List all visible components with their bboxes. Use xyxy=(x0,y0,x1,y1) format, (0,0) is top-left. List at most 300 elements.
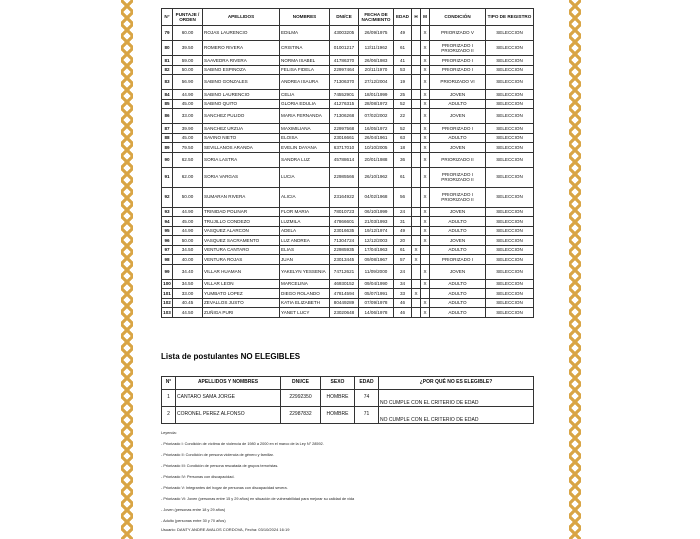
table-row xyxy=(162,26,534,41)
dni: 22997568 xyxy=(330,124,359,134)
table-row xyxy=(162,56,534,66)
surname: SANCHEZ URZUA xyxy=(203,124,280,134)
birth-date: 26/09/1975 xyxy=(359,26,394,41)
registration-type: SELECCION xyxy=(486,65,534,75)
registration-type: SELECCION xyxy=(486,245,534,255)
registration-type: SELECCION xyxy=(486,75,534,90)
user-footer: Usuario: DANTY ANDRE AVALOS CORDOVA, Fecha: 03/10/2024 16:19 xyxy=(161,527,290,532)
given-names: CELIA xyxy=(280,90,330,100)
surname: SABINO ESPINOZA xyxy=(203,65,280,75)
row-number: 98 xyxy=(162,255,173,265)
column-header: EDAD xyxy=(394,9,412,26)
registration-type: SELECCION xyxy=(486,264,534,279)
dni: 45788614 xyxy=(330,152,359,167)
female-mark: X xyxy=(421,26,430,41)
given-names: DIEGO ROLANDO xyxy=(280,289,330,299)
birth-date: 26/04/1961 xyxy=(359,133,394,143)
given-names: NORMA ISABEL xyxy=(280,56,330,66)
score: 62.50 xyxy=(173,152,203,167)
column-header: SEXO xyxy=(321,377,355,390)
legend-item: - Joven (personas entre 18 y 29 años) xyxy=(161,508,226,512)
given-names: ANDREA ISAURA xyxy=(280,75,330,90)
table-row xyxy=(162,90,534,100)
condition: JOVEN xyxy=(430,90,486,100)
birth-date: 19/12/1974 xyxy=(359,226,394,236)
table-row xyxy=(162,109,534,124)
dni: 41786370 xyxy=(330,56,359,66)
male-mark xyxy=(412,152,421,167)
dni: 23020648 xyxy=(330,308,359,318)
table-row xyxy=(162,255,534,265)
condition: JOVEN xyxy=(430,143,486,153)
registration-type: SELECCION xyxy=(486,143,534,153)
row-number: 83 xyxy=(162,75,173,90)
birth-date: 09/04/1990 xyxy=(359,279,394,289)
female-mark: X xyxy=(421,109,430,124)
score: 39.50 xyxy=(173,41,203,56)
female-mark: X xyxy=(421,75,430,90)
birth-date: 21/03/1993 xyxy=(359,217,394,227)
registration-type: SELECCION xyxy=(486,308,534,318)
legend-item: - Priorizado VI: Joven (personas entre 15 y 29 años) en situación de vulnerabilidad para mejorar su calidad de vida xyxy=(161,497,355,501)
dni: 63717010 xyxy=(330,143,359,153)
score: 45.00 xyxy=(173,133,203,143)
condition: ADULTO xyxy=(430,133,486,143)
condition: ADULTO xyxy=(430,99,486,109)
registration-type: SELECCION xyxy=(486,187,534,207)
given-names: MARIA FERNANDA xyxy=(280,109,330,124)
female-mark: X xyxy=(421,226,430,236)
male-mark xyxy=(412,109,421,124)
age: 49 xyxy=(394,226,412,236)
birth-date: 18/01/1999 xyxy=(359,90,394,100)
age: 19 xyxy=(394,75,412,90)
dni: 80449289 xyxy=(330,298,359,308)
registration-type: SELECCION xyxy=(486,90,534,100)
male-mark xyxy=(412,167,421,187)
score: 34.40 xyxy=(173,264,203,279)
score: 50.00 xyxy=(173,65,203,75)
female-mark: X xyxy=(421,41,430,56)
surname: YUMBATO LOPEZ xyxy=(203,289,280,299)
score: 62.00 xyxy=(173,167,203,187)
dni: 22985566 xyxy=(330,167,359,187)
dni: 46930152 xyxy=(330,279,359,289)
beneficiaries-table xyxy=(161,8,534,318)
male-mark xyxy=(412,143,421,153)
surname: TRUJILLO CONDEZO xyxy=(203,217,280,227)
column-header: APELLIDOS Y NOMBRES xyxy=(176,377,281,390)
registration-type: SELECCION xyxy=(486,133,534,143)
surname: SORIA LASTRA xyxy=(203,152,280,167)
surname: VASQUEZ ALARCON xyxy=(203,226,280,236)
dni: 22997464 xyxy=(330,65,359,75)
female-mark: X xyxy=(421,143,430,153)
row-number: 89 xyxy=(162,143,173,153)
female-mark: X xyxy=(421,308,430,318)
column-header: DNI/CE xyxy=(281,377,321,390)
female-mark: X xyxy=(421,236,430,246)
registration-type: SELECCION xyxy=(486,41,534,56)
condition: ADULTO xyxy=(430,308,486,318)
female-mark: X xyxy=(421,152,430,167)
age: 33 xyxy=(394,289,412,299)
legend-item: - Priorizado II: Condición de persona violencia de género y familiar. xyxy=(161,453,274,457)
table-row xyxy=(162,264,534,279)
age: 63 xyxy=(394,133,412,143)
table-header-row xyxy=(162,377,534,390)
birth-date: 12/11/1962 xyxy=(359,41,394,56)
condition: JOVEN xyxy=(430,207,486,217)
female-mark: X xyxy=(421,298,430,308)
surname: SUMARAN RIVERA xyxy=(203,187,280,207)
row-number: 99 xyxy=(162,264,173,279)
birth-date: 27/12/2004 xyxy=(359,75,394,90)
given-names: LUCIA xyxy=(280,167,330,187)
condition: ADULTO xyxy=(430,279,486,289)
dni: 22987832 xyxy=(281,407,321,424)
score: 44.90 xyxy=(173,226,203,236)
score: 59.00 xyxy=(173,56,203,66)
table-row xyxy=(162,124,534,134)
row-number: 80 xyxy=(162,41,173,56)
row-number: 79 xyxy=(162,26,173,41)
given-names: LUZMILA xyxy=(280,217,330,227)
score: 44.50 xyxy=(173,308,203,318)
score: 34.50 xyxy=(173,279,203,289)
surname: VENTURA CANTARO xyxy=(203,245,280,255)
age: 53 xyxy=(394,65,412,75)
table-row xyxy=(162,187,534,207)
given-names: MAXIMILIANA xyxy=(280,124,330,134)
male-mark xyxy=(412,207,421,217)
row-number: 92 xyxy=(162,187,173,207)
surname: ROMERO RIVERA xyxy=(203,41,280,56)
condition: PRIORIZADO I xyxy=(430,56,486,66)
row-number: 101 xyxy=(162,289,173,299)
sex: HOMBRE xyxy=(321,390,355,407)
registration-type: SELECCION xyxy=(486,26,534,41)
age: 24 xyxy=(394,207,412,217)
dni: 41276315 xyxy=(330,99,359,109)
male-mark xyxy=(412,56,421,66)
surname: TRINIDAD POLINAR xyxy=(203,207,280,217)
given-names: MARCELINA xyxy=(280,279,330,289)
registration-type: SELECCION xyxy=(486,152,534,167)
given-names: CRISTINA xyxy=(280,41,330,56)
condition: PRIORIZADO V xyxy=(430,26,486,41)
decorative-border-right xyxy=(567,0,583,539)
male-mark xyxy=(412,41,421,56)
score: 33.00 xyxy=(173,109,203,124)
surname: ZUÑIGA PURI xyxy=(203,308,280,318)
score: 79.50 xyxy=(173,143,203,153)
row-number: 85 xyxy=(162,99,173,109)
table-row xyxy=(162,279,534,289)
condition: PRIORIZADO I xyxy=(430,124,486,134)
row-number: 96 xyxy=(162,236,173,246)
dni: 23016635 xyxy=(330,226,359,236)
given-names: GLORIA EDULIA xyxy=(280,99,330,109)
age: 41 xyxy=(394,56,412,66)
male-mark xyxy=(412,279,421,289)
age: 49 xyxy=(394,26,412,41)
age: 25 xyxy=(394,90,412,100)
registration-type: SELECCION xyxy=(486,298,534,308)
female-mark: X xyxy=(421,279,430,289)
table-row xyxy=(162,236,534,246)
age: 74 xyxy=(355,390,379,407)
section-title: Lista de postulantes NO ELEGIBLES xyxy=(161,352,301,361)
surname: SAAVEDRA RIVERA xyxy=(203,56,280,66)
given-names: FELISA FIDELA xyxy=(280,65,330,75)
birth-date: 10/10/2005 xyxy=(359,143,394,153)
male-mark xyxy=(412,217,421,227)
surname: SANCHEZ PULIDO xyxy=(203,109,280,124)
condition: ADULTO xyxy=(430,298,486,308)
surname: SAVINO NIETO xyxy=(203,133,280,143)
dni: 74712621 xyxy=(330,264,359,279)
female-mark: X xyxy=(421,207,430,217)
surname: SEVILLANOS ARANDA xyxy=(203,143,280,153)
column-header: TIPO DE REGISTRO xyxy=(486,9,534,26)
row-number: 93 xyxy=(162,207,173,217)
row-number: 81 xyxy=(162,56,173,66)
condition: JOVEN xyxy=(430,109,486,124)
dni: 71306268 xyxy=(330,109,359,124)
birth-date: 17/04/1963 xyxy=(359,245,394,255)
male-mark xyxy=(412,187,421,207)
condition: PRIORIZADO I xyxy=(430,255,486,265)
registration-type: SELECCION xyxy=(486,217,534,227)
column-header: FECHA DE NACIMIENTO xyxy=(359,9,394,26)
dni: 71304724 xyxy=(330,236,359,246)
row-number: 95 xyxy=(162,226,173,236)
dni: 22985935 xyxy=(330,245,359,255)
female-mark xyxy=(421,255,430,265)
dni: 71306370 xyxy=(330,75,359,90)
column-header: N° xyxy=(162,377,176,390)
age: 52 xyxy=(394,124,412,134)
score: 60.00 xyxy=(173,26,203,41)
given-names: LUZ ANDREA xyxy=(280,236,330,246)
condition: JOVEN xyxy=(430,236,486,246)
legend-title: Leyenda: xyxy=(161,431,177,435)
full-name: CORONEL PEREZ ALFONSO xyxy=(176,407,281,424)
registration-type: SELECCION xyxy=(486,167,534,187)
surname: ZEVALLOS JUSTO xyxy=(203,298,280,308)
condition: ADULTO xyxy=(430,217,486,227)
registration-type: SELECCION xyxy=(486,236,534,246)
birth-date: 14/06/1978 xyxy=(359,308,394,318)
registration-type: SELECCION xyxy=(486,289,534,299)
surname: VASQUEZ SACRAMENTO xyxy=(203,236,280,246)
score: 50.00 xyxy=(173,187,203,207)
condition: JOVEN xyxy=(430,264,486,279)
given-names: YAKELYN YESSENIA xyxy=(280,264,330,279)
dni: 23013445 xyxy=(330,255,359,265)
birth-date: 06/10/1999 xyxy=(359,207,394,217)
condition: PRIORIZADO I xyxy=(430,65,486,75)
female-mark: X xyxy=(421,167,430,187)
score: 50.00 xyxy=(173,236,203,246)
given-names: EDILMA xyxy=(280,26,330,41)
surname: VILLAR HUAMAN xyxy=(203,264,280,279)
reason: NO CUMPLE CON EL CRITERIO DE EDAD xyxy=(379,407,534,424)
legend-item: - Priorizado I: Condición de víctima de violencia de 1980 a 2000 en el marco de la Ley N° 28592. xyxy=(161,442,324,446)
condition: ADULTO xyxy=(430,245,486,255)
table-row xyxy=(162,217,534,227)
given-names: EVELIN DAYANA xyxy=(280,143,330,153)
age: 36 xyxy=(394,152,412,167)
document-page xyxy=(158,0,548,539)
male-mark xyxy=(412,124,421,134)
score: 40.00 xyxy=(173,255,203,265)
registration-type: SELECCION xyxy=(486,124,534,134)
condition: PRIORIZADO II xyxy=(430,152,486,167)
registration-type: SELECCION xyxy=(486,56,534,66)
score: 44.90 xyxy=(173,90,203,100)
male-mark xyxy=(412,133,421,143)
given-names: SANDRA LUZ xyxy=(280,152,330,167)
birth-date: 04/02/1968 xyxy=(359,187,394,207)
given-names: JUAN xyxy=(280,255,330,265)
score: 45.00 xyxy=(173,99,203,109)
female-mark xyxy=(421,245,430,255)
given-names: FLOR MARIA xyxy=(280,207,330,217)
column-header: EDAD xyxy=(355,377,379,390)
birth-date: 26/10/1962 xyxy=(359,167,394,187)
column-header: CONDICIÓN xyxy=(430,9,486,26)
male-mark xyxy=(412,65,421,75)
surname: SABINO LAURENCIO xyxy=(203,90,280,100)
birth-date: 26/06/1983 xyxy=(359,56,394,66)
female-mark: X xyxy=(421,90,430,100)
surname: SABINO QUITO xyxy=(203,99,280,109)
score: 56.90 xyxy=(173,75,203,90)
condition: PRIORIZADO VI xyxy=(430,75,486,90)
female-mark: X xyxy=(421,133,430,143)
row-number: 97 xyxy=(162,245,173,255)
surname: VENTURA ROJAS xyxy=(203,255,280,265)
age: 20 xyxy=(394,236,412,246)
table-row xyxy=(162,152,534,167)
birth-date: 20/01/1988 xyxy=(359,152,394,167)
male-mark: X xyxy=(412,245,421,255)
legend xyxy=(161,428,354,527)
birth-date: 11/09/2000 xyxy=(359,264,394,279)
row-number: 91 xyxy=(162,167,173,187)
birth-date: 09/08/1967 xyxy=(359,255,394,265)
male-mark xyxy=(412,75,421,90)
column-header: ¿POR QUÉ NO ES ELEGIBLE? xyxy=(379,377,534,390)
dni: 43003205 xyxy=(330,26,359,41)
female-mark: X xyxy=(421,56,430,66)
male-mark xyxy=(412,99,421,109)
table-row xyxy=(162,308,534,318)
given-names: KATIA ELIZABETH xyxy=(280,298,330,308)
table-row xyxy=(162,298,534,308)
surname: SABINO GONZALES xyxy=(203,75,280,90)
registration-type: SELECCION xyxy=(486,109,534,124)
column-header: NOMBRES xyxy=(280,9,330,26)
dni: 23164922 xyxy=(330,187,359,207)
dni: 78010723 xyxy=(330,207,359,217)
column-header: N° xyxy=(162,9,173,26)
male-mark xyxy=(412,308,421,318)
birth-date: 28/08/1972 xyxy=(359,99,394,109)
birth-date: 07/02/2002 xyxy=(359,109,394,124)
age: 31 xyxy=(394,217,412,227)
row-number: 82 xyxy=(162,65,173,75)
score: 39.90 xyxy=(173,124,203,134)
given-names: ELOISA xyxy=(280,133,330,143)
male-mark xyxy=(412,226,421,236)
birth-date: 20/11/1970 xyxy=(359,65,394,75)
row-number: 100 xyxy=(162,279,173,289)
table-header-row xyxy=(162,9,534,26)
table-row xyxy=(162,245,534,255)
table-row xyxy=(162,289,534,299)
surname: SORIA VARGAS xyxy=(203,167,280,187)
condition: ADULTO xyxy=(430,226,486,236)
given-names: YANET LUCY xyxy=(280,308,330,318)
female-mark: X xyxy=(421,264,430,279)
sex: HOMBRE xyxy=(321,407,355,424)
age: 24 xyxy=(394,264,412,279)
age: 61 xyxy=(394,41,412,56)
table-row xyxy=(162,167,534,187)
table-row xyxy=(162,133,534,143)
birth-date: 05/07/1991 xyxy=(359,289,394,299)
age: 18 xyxy=(394,143,412,153)
male-mark xyxy=(412,90,421,100)
column-header: APELLIDOS xyxy=(203,9,280,26)
age: 52 xyxy=(394,99,412,109)
registration-type: SELECCION xyxy=(486,99,534,109)
table-row xyxy=(162,99,534,109)
dni: 23016661 xyxy=(330,133,359,143)
full-name: CANTARO SAMA JORGE xyxy=(176,390,281,407)
dni: 01001217 xyxy=(330,41,359,56)
table-row xyxy=(162,207,534,217)
condition: PRIORIZADO I PRIORIZADO II xyxy=(430,167,486,187)
legend-item: - Priorizado III: Condición de persona rescatada de grupos terroristas. xyxy=(161,464,279,468)
condition: PRIORIZADO I PRIORIZADO II xyxy=(430,41,486,56)
table-row xyxy=(162,41,534,56)
score: 33.00 xyxy=(173,289,203,299)
dni: 74552901 xyxy=(330,90,359,100)
column-header: PUNTAJE / ORDEN xyxy=(173,9,203,26)
row-number: 2 xyxy=(162,407,176,424)
condition: ADULTO xyxy=(430,289,486,299)
age: 61 xyxy=(394,167,412,187)
age: 61 xyxy=(394,245,412,255)
age: 46 xyxy=(394,298,412,308)
score: 44.90 xyxy=(173,207,203,217)
registration-type: SELECCION xyxy=(486,255,534,265)
row-number: 90 xyxy=(162,152,173,167)
male-mark: X xyxy=(412,289,421,299)
row-number: 84 xyxy=(162,90,173,100)
legend-item: - Priorizado V: Integrantes del hogar de personas con discapacidad severa. xyxy=(161,486,288,490)
female-mark: X xyxy=(421,99,430,109)
table-row xyxy=(162,390,534,407)
table-row xyxy=(162,407,534,424)
birth-date: 07/09/1978 xyxy=(359,298,394,308)
dni: 22992350 xyxy=(281,390,321,407)
male-mark xyxy=(412,26,421,41)
